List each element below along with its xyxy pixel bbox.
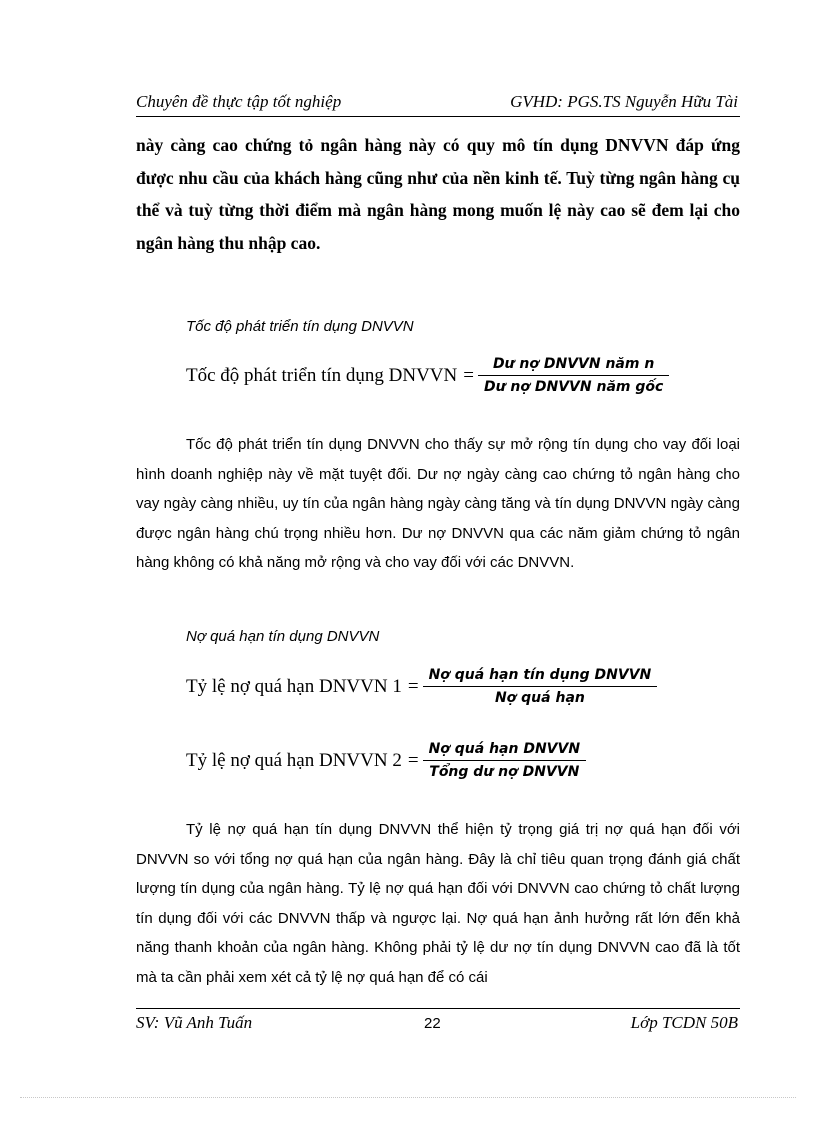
formula-overdue-2 — [186, 741, 586, 780]
section-heading-overdue: Nợ quá hạn tín dụng DNVVN — [186, 628, 380, 645]
formula-growth-fraction — [478, 356, 669, 395]
formula-overdue-1-fraction — [423, 667, 658, 706]
formula-overdue-2-fraction — [423, 741, 587, 780]
formula-overdue-2-denominator: Tổng dư nợ DNVVN — [429, 764, 580, 780]
formula-overdue-2-numerator: Nợ quá hạn DNVVN — [428, 741, 581, 757]
formula-overdue-1 — [186, 667, 657, 706]
section-heading-growth: Tốc độ phát triển tín dụng DNVVN — [186, 318, 414, 335]
intro-paragraph: này càng cao chứng tỏ ngân hàng này có quy mô tín dụng DNVVN đáp ứng được nhu cầu của khách hàng cũng như của nền kinh tế. Tuỳ từng ngân hàng cụ thể và tuỳ từng thời điểm mà ngân hàng mong muốn lệ này cao sẽ đem lại cho ngân hàng thu nhập cao. — [136, 135, 740, 253]
footer-class: Lớp TCDN 50B — [630, 1013, 738, 1032]
formula-overdue-2-equals: = — [407, 749, 419, 771]
header-advisor: GVHD: PGS.TS Nguyễn Hữu Tài — [510, 92, 738, 111]
formula-overdue-1-numerator: Nợ quá hạn tín dụng DNVVN — [428, 667, 652, 683]
page-footer — [136, 1008, 740, 1039]
formula-growth-equals: = — [463, 364, 474, 386]
page-number: 22 — [424, 1015, 441, 1032]
formula-growth-denominator: Dư nợ DNVVN năm gốc — [483, 379, 664, 395]
page-header — [136, 90, 740, 117]
formula-growth-numerator: Dư nợ DNVVN năm n — [492, 356, 655, 372]
page-boundary-divider — [20, 1097, 796, 1098]
formula-growth-lhs: Tốc độ phát triển tín dụng DNVVN — [186, 364, 458, 386]
footer-student: SV: Vũ Anh Tuấn — [136, 1013, 253, 1032]
header-title: Chuyên đề thực tập tốt nghiệp — [136, 92, 342, 111]
formula-overdue-1-denominator: Nợ quá hạn — [494, 690, 585, 706]
formula-overdue-2-lhs: Tỷ lệ nợ quá hạn DNVVN 2 — [186, 749, 402, 771]
formula-growth — [186, 356, 669, 395]
formula-overdue-1-equals: = — [407, 675, 419, 697]
growth-paragraph: Tốc độ phát triển tín dụng DNVVN cho thấy sự mở rộng tín dụng cho vay đối loại hình doanh nghiệp này về mặt tuyệt đối. Dư nợ ngày càng cao chứng tỏ ngân hàng cho vay ngày càng nhiều, uy tín của ngân hàng ngày càng tăng và tín dụng DNVVN ngày càng được ngân hàng chú trọng nhiều hơn. Dư nợ DNVVN qua các năm giảm chứng tỏ ngân hàng không có khả năng mở rộng và cho vay đối với các DNVVN. — [136, 436, 740, 572]
overdue-paragraph: Tỷ lệ nợ quá hạn tín dụng DNVVN thể hiện tỷ trọng giá trị nợ quá hạn đối với DNVVN so với tổng nợ quá hạn của ngân hàng. Đây là chỉ tiêu quan trọng đánh giá chất lượng tín dụng của ngân hàng. Tỷ lệ nợ quá hạn đối với DNVVN cao chứng tỏ chất lượng tín dụng đối với các DNVVN thấp và ngược lại. Nợ quá hạn ảnh hưởng rất lớn đến khả năng thanh khoản của ngân hàng. Không phải tỷ lệ dư nợ tín dụng DNVVN cao đã là tốt mà ta cần phải xem xét cả tỷ lệ nợ quá hạn để có cái — [136, 821, 740, 986]
formula-overdue-1-lhs: Tỷ lệ nợ quá hạn DNVVN 1 — [186, 675, 402, 697]
